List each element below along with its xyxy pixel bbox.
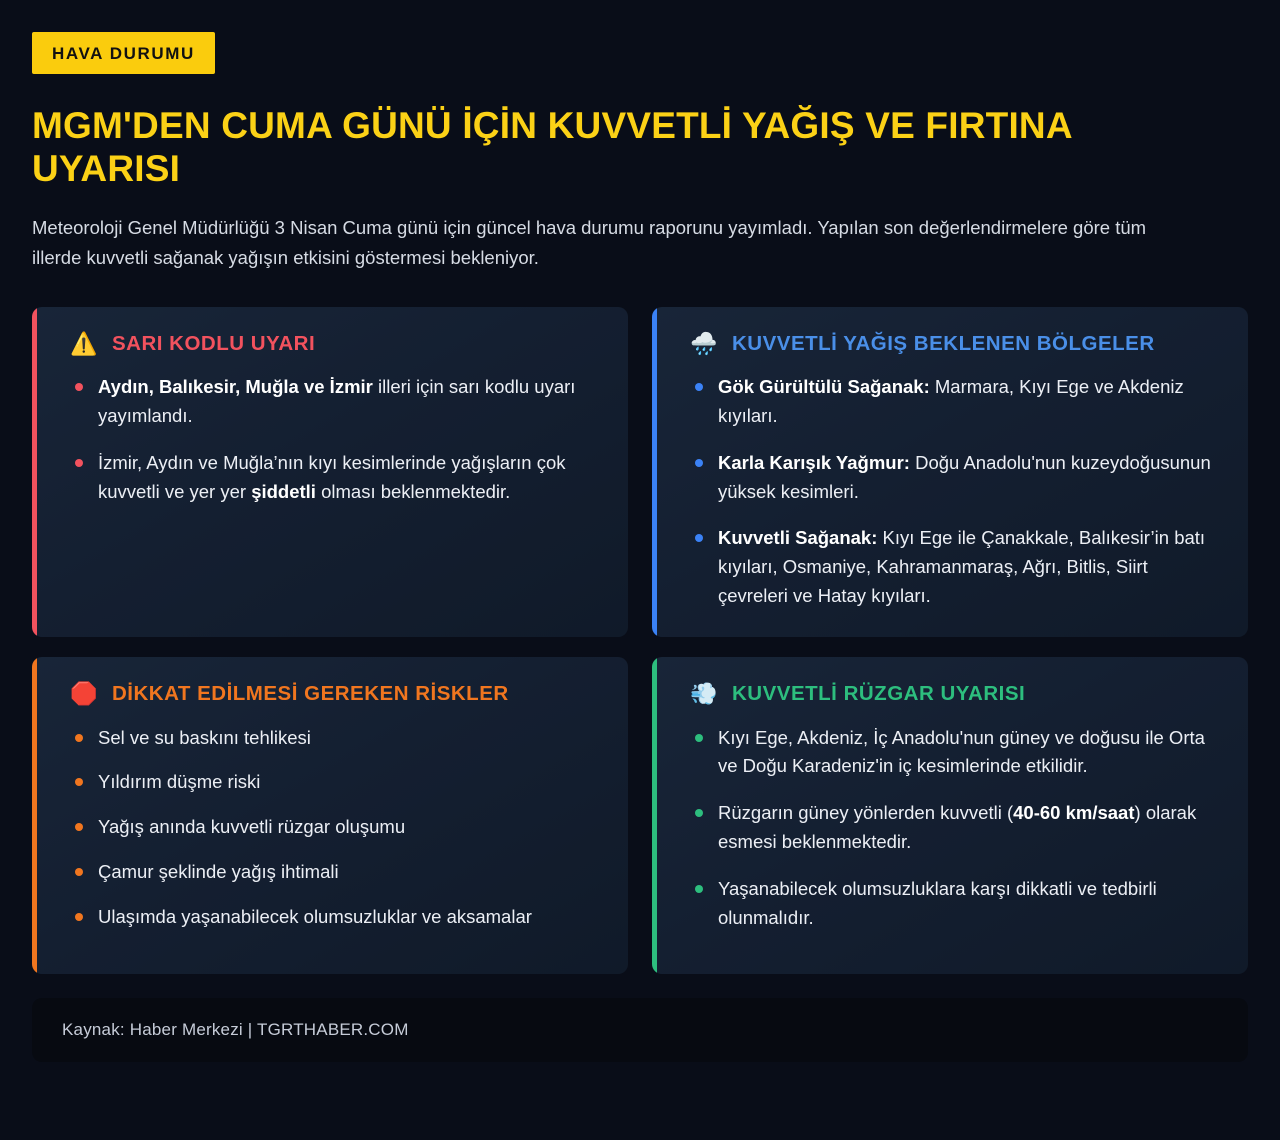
card-kuvvetli-yagis-beklenen-bolgeler: [652, 307, 1248, 638]
bullet-text: Yaşanabilecek olumsuzluklara karşı dikkatli ve tedbirli olunmalıdır.: [718, 878, 1157, 928]
bullet-item: [686, 373, 1218, 431]
bullet-item: [66, 373, 598, 431]
bullet-item: [686, 799, 1218, 857]
card-dikkat-edilmesi-gereken-riskler: [32, 657, 628, 974]
bullet-text: Rüzgarın güney yönlerden kuvvetli (: [718, 802, 1014, 824]
bullet-emphasis: Kuvvetli Sağanak:: [718, 527, 878, 549]
warning-triangle-icon: ⚠️: [70, 330, 98, 356]
bullet-text: Marmara, Kıyı Ege ve Akdeniz kıyıları.: [718, 376, 1184, 426]
rain-cloud-icon: 🌧️: [690, 330, 718, 356]
bullet-text: İzmir, Aydın ve Muğla’nın kıyı kesimlerinde yağışların çok kuvvetli ve yer yer: [98, 451, 566, 502]
bullet-text: Doğu Anadolu'nun kuzeydoğusunun yüksek kesimleri.: [718, 451, 1211, 502]
card-title: KUVVETLİ YAĞIŞ BEKLENEN BÖLGELER: [732, 331, 1155, 355]
bullet-text: Yıldırım düşme riski: [98, 771, 261, 793]
card-header: [66, 683, 598, 706]
bullet-emphasis: şiddetli: [251, 480, 316, 502]
bullet-text: illeri için sarı kodlu uyarı yayımlandı.: [98, 376, 576, 426]
card-header: [686, 330, 1218, 356]
bullet-emphasis: 40-60 km/saat: [1013, 802, 1135, 824]
bullet-text: Sel ve su baskını tehlikesi: [98, 726, 311, 748]
card-title: KUVVETLİ RÜZGAR UYARISI: [732, 682, 1026, 706]
bullet-text: Kıyı Ege ile Çanakkale, Balıkesir’in batı kıyıları, Osmaniye, Kahramanmaraş, Ağrı, Bitlis, Siirt çevreleri ve Hatay kıyıları.: [718, 527, 1206, 607]
bullet-emphasis: Gök Gürültülü Sağanak:: [718, 376, 930, 398]
bullet-item: [66, 903, 598, 932]
cards-grid: [32, 307, 1248, 974]
bullet-text: Ulaşımda yaşanabilecek olumsuzluklar ve aksamalar: [98, 906, 532, 928]
card-title: SARI KODLU UYARI: [112, 331, 316, 355]
bullet-emphasis: Aydın, Balıkesir, Muğla ve İzmir: [98, 376, 373, 398]
card-sari-kodlu-uyari: [32, 307, 628, 638]
bullet-text: Yağış anında kuvvetli rüzgar oluşumu: [98, 816, 406, 838]
intro-paragraph: Meteoroloji Genel Müdürlüğü 3 Nisan Cuma günü için güncel hava durumu raporunu yayımladı. Yapılan son değerlendirmelere göre tüm illerde kuvvetli sağanak yağışın etkisini göstermesi bekleniyor.: [32, 216, 1147, 268]
bullet-emphasis: Karla Karışık Yağmur:: [718, 451, 910, 473]
bullet-item: [686, 875, 1218, 933]
wind-blow-icon: 💨: [690, 681, 718, 707]
stop-sign-icon: 🛑: [70, 681, 98, 707]
bullet-item: [66, 813, 598, 842]
card-bullet-list: [66, 373, 598, 506]
bullet-item: [686, 724, 1218, 782]
bullet-item: [686, 524, 1218, 611]
card-bullet-list: [686, 724, 1218, 933]
card-header: [66, 330, 598, 356]
bullet-item: [66, 449, 598, 507]
bullet-item: [66, 768, 598, 797]
bullet-item: [66, 724, 598, 753]
bullet-text: olması beklenmektedir.: [315, 480, 511, 502]
bullet-text: ) olarak esmesi beklenmektedir.: [718, 802, 1197, 853]
bullet-item: [66, 858, 598, 887]
bullet-text: Kıyı Ege, Akdeniz, İç Anadolu'nun güney ve doğusu ile Orta ve Doğu Karadeniz'in iç kesimlerinde etkilidir.: [718, 726, 1205, 777]
page-title: MGM'DEN CUMA GÜNÜ İÇİN KUVVETLİ YAĞIŞ VE FIRTINA UYARISI: [32, 105, 1072, 190]
card-kuvvetli-ruzgar-uyarisi: [652, 657, 1248, 974]
category-badge: HAVA DURUMU: [32, 32, 215, 74]
bullet-text: Çamur şeklinde yağış ihtimali: [98, 861, 339, 883]
card-bullet-list: [66, 724, 598, 932]
card-header: [686, 683, 1218, 706]
bullet-item: [686, 449, 1218, 507]
footer-source: Kaynak: Haber Merkezi | TGRTHABER.COM: [32, 998, 1248, 1062]
card-title: DİKKAT EDİLMESİ GEREKEN RİSKLER: [112, 682, 509, 706]
card-bullet-list: [686, 373, 1218, 611]
